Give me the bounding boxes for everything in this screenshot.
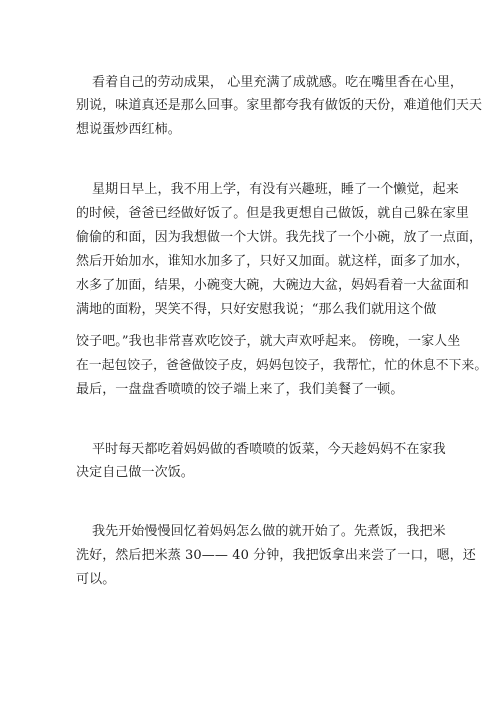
paragraph-4-line-3: 可以。 [76,572,116,587]
paragraph-1-line-2: 别说，味道真还是那么回事。家里都夸我有做饭的天份，难道他们天天 [76,98,483,113]
paragraph-2-line-9: 最后，一盘盘香喷喷的饺子端上来了，我们美餐了一顿。 [76,382,404,397]
paragraph-2-line-1: 星期日早上，我不用上学，有没有兴趣班，睡了一个懒觉，起来 [92,182,459,197]
paragraph-2-line-4: 然后开始加水，谁知水加多了，只好又加面。就这样，面多了加水， [76,254,470,269]
paragraph-2-line-5: 水多了加面，结果，小碗变大碗，大碗边大盆，妈妈看着一大盆面和 [76,278,470,293]
paragraph-3-line-1: 平时每天都吃着妈妈做的香喷喷的饭菜，今天趁妈妈不在家我 [92,442,446,457]
paragraph-2-line-6: 满地的面粉，哭笑不得，只好安慰我说；“那么我们就用这个做 [76,302,437,317]
paragraph-2-line-2: 的时候，爸爸已经做好饭了。但是我更想自己做饭，就自己躲在家里 [76,206,470,221]
paragraph-2-line-3: 偷偷的和面，因为我想做一个大饼。我先找了一个小碗，放了一点面， [76,230,483,245]
paragraph-2-line-8: 在一起包饺子，爸爸做饺子皮，妈妈包饺子，我帮忙，忙的休息不下来。 [76,358,488,373]
paragraph-4-line-2: 洗好，然后把米蒸 30—— 40 分钟，我把饭拿出来尝了一口，嗯，还 [76,548,476,563]
paragraph-4-line-1: 我先开始慢慢回忆着妈妈怎么做的就开始了。先煮饭，我把米 [92,524,446,539]
paragraph-1-line-3: 想说蛋炒西红柿。 [76,122,181,137]
paragraph-2-line-7: 饺子吧。”我也非常喜欢吃饺子，就大声欢呼起来。 傍晚，一家人坐 [76,334,461,349]
paragraph-3-line-2: 决定自己做一次饭。 [76,465,194,480]
paragraph-1-line-1: 看着自己的劳动成果， 心里充满了成就感。吃在嘴里香在心里， [92,75,464,90]
